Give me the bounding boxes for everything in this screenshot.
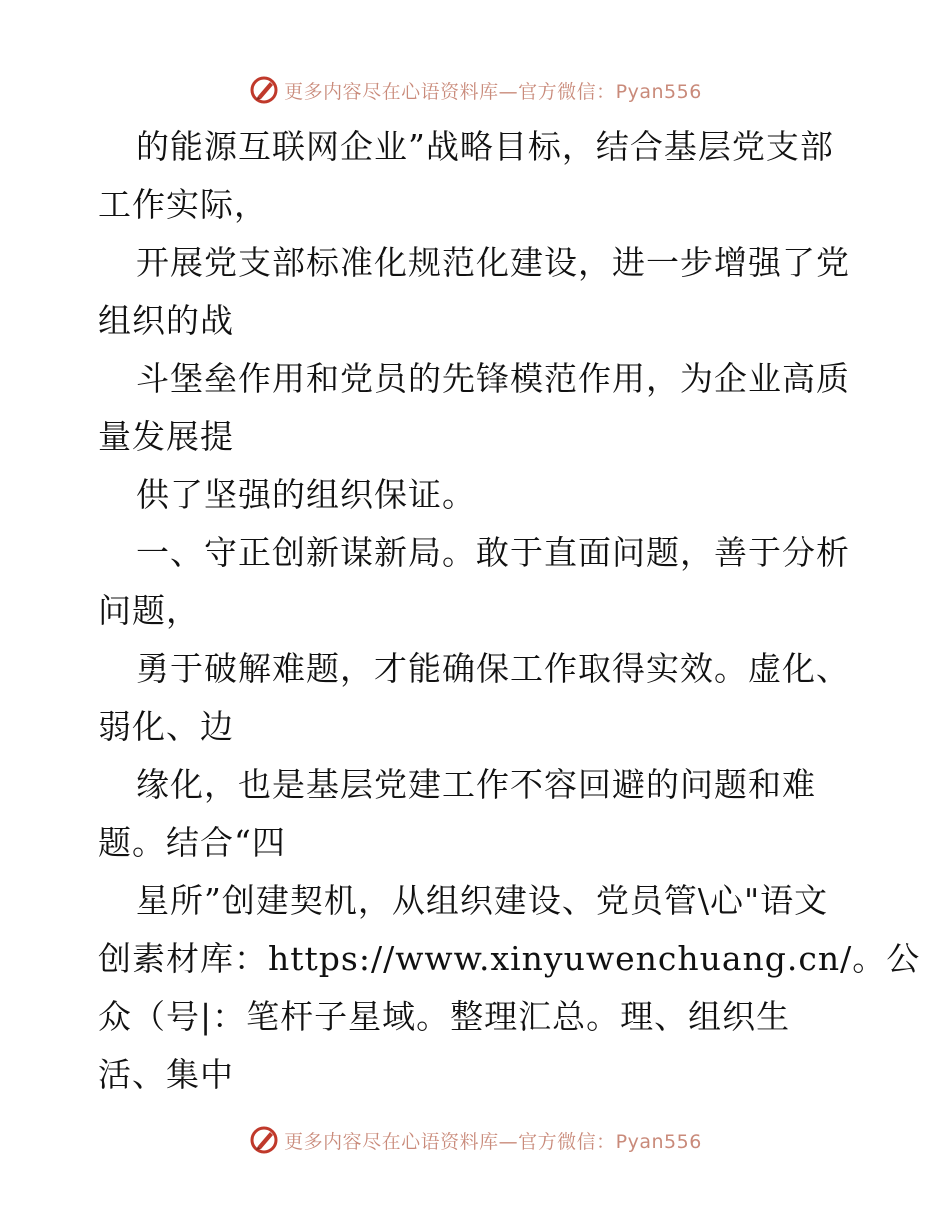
header-banner-text: 更多内容尽在心语资料库—官方微信：Pyan556 (284, 80, 702, 103)
body-line: 问题， (98, 591, 200, 630)
body-line: 量发展提 (98, 417, 234, 456)
pen-logo-icon (248, 74, 280, 106)
body-line: 创素材库：https://www.xinyuwenchuang.cn/。公 (98, 939, 921, 978)
body-line: 工作实际， (98, 185, 268, 224)
body-line: 活、集中 (98, 1055, 234, 1094)
body-line: 的能源互联网企业”战略目标，结合基层党支部 (136, 127, 834, 166)
footer-banner-text: 更多内容尽在心语资料库—官方微信：Pyan556 (284, 1130, 702, 1153)
body-line: 题。结合“四 (98, 823, 286, 862)
document-body (98, 118, 921, 1104)
body-line: 缘化，也是基层党建工作不容回避的问题和难 (136, 765, 816, 804)
body-line: 斗堡垒作用和党员的先锋模范作用，为企业高质 (136, 359, 850, 398)
body-line: 开展党支部标准化规范化建设，进一步增强了党 (136, 243, 850, 282)
body-line: 星所”创建契机，从组织建设、党员管\心"语文 (136, 881, 829, 920)
header-banner (0, 70, 950, 110)
footer-banner (0, 1120, 950, 1160)
body-line: 供了坚强的组织保证。 (136, 475, 476, 514)
pen-logo-icon (248, 1124, 280, 1156)
body-line: 组织的战 (98, 301, 234, 340)
body-line: 一、守正创新谋新局。敢于直面问题，善于分析 (136, 533, 850, 572)
body-line: 众（号|：笔杆子星域。整理汇总。理、组织生 (98, 997, 791, 1036)
body-line: 勇于破解难题，才能确保工作取得实效。虚化、 (136, 649, 850, 688)
body-line: 弱化、边 (98, 707, 234, 746)
